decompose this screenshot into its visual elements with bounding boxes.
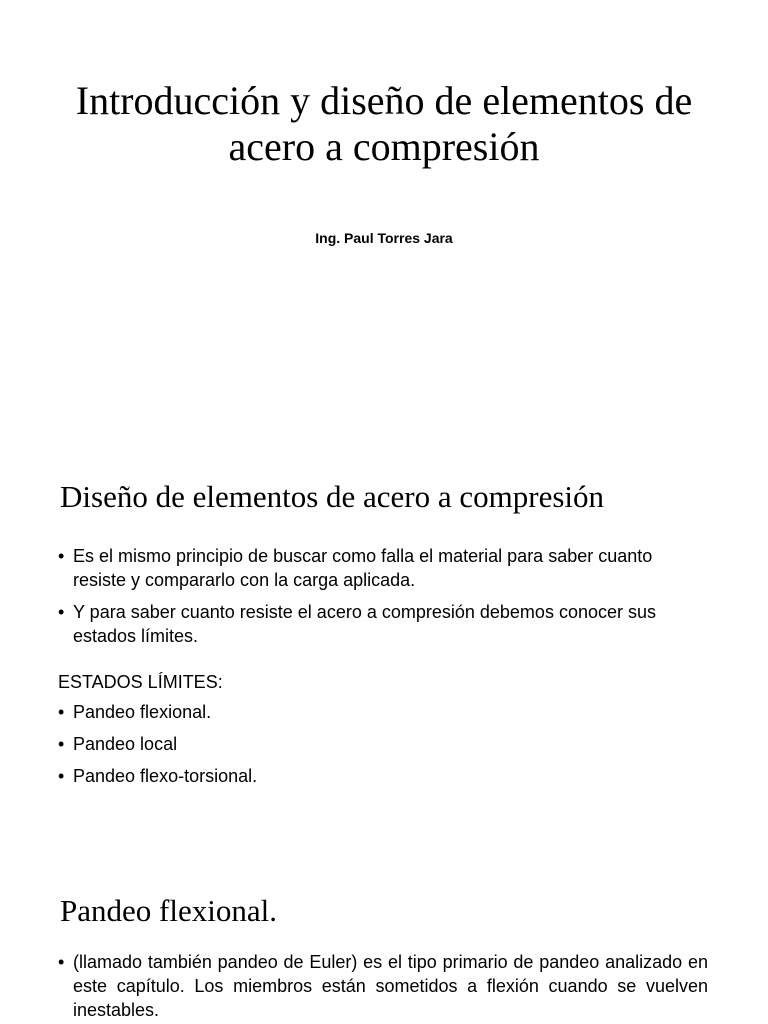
list-item: [58, 732, 708, 756]
list-item: [58, 600, 708, 648]
bullet-text: Y para saber cuanto resiste el acero a compresión debemos conocer sus estados límites.: [73, 602, 656, 646]
bullet-text: Es el mismo principio de buscar como falla el material para saber cuanto resiste y compararlo con la carga aplicada.: [73, 546, 653, 590]
bullet-text: Pandeo flexo-torsional.: [73, 766, 258, 786]
slide-heading: Pandeo flexional.: [60, 893, 277, 928]
bullet-list: [58, 950, 708, 1022]
bullet-icon: •: [58, 702, 65, 722]
slide-title-page: [0, 0, 768, 430]
list-item: [58, 764, 708, 788]
list-item: [58, 950, 708, 1022]
list-item: [58, 700, 708, 724]
slide-body: [58, 544, 708, 796]
bullet-icon: •: [58, 734, 65, 754]
bullet-icon: •: [58, 766, 65, 786]
author-name: Ing. Paul Torres Jara: [315, 230, 453, 246]
bullet-list: [58, 544, 708, 648]
bullet-text: Pandeo local: [73, 734, 178, 754]
slide-design-compression: [0, 432, 768, 862]
bullet-text: (llamado también pandeo de Euler) es el tipo primario de pandeo analizado en este capítulo. Los miembros están sometidos a flexión cuando se vuelven inestables.: [73, 952, 708, 1020]
bullet-icon: •: [58, 546, 65, 566]
bullet-text: Pandeo flexional.: [73, 702, 212, 722]
presentation-title: Introducción y diseño de elementos de acero a compresión: [75, 78, 693, 169]
list-item: [58, 544, 708, 592]
bullet-icon: •: [58, 952, 65, 972]
limits-heading: ESTADOS LÍMITES:: [58, 672, 223, 692]
bullet-icon: •: [58, 602, 65, 622]
slide-heading: Diseño de elementos de acero a compresión: [60, 479, 605, 514]
limits-list: [58, 700, 708, 788]
slide-body: [58, 950, 708, 1024]
slide-flexural-buckling: [0, 864, 768, 1024]
